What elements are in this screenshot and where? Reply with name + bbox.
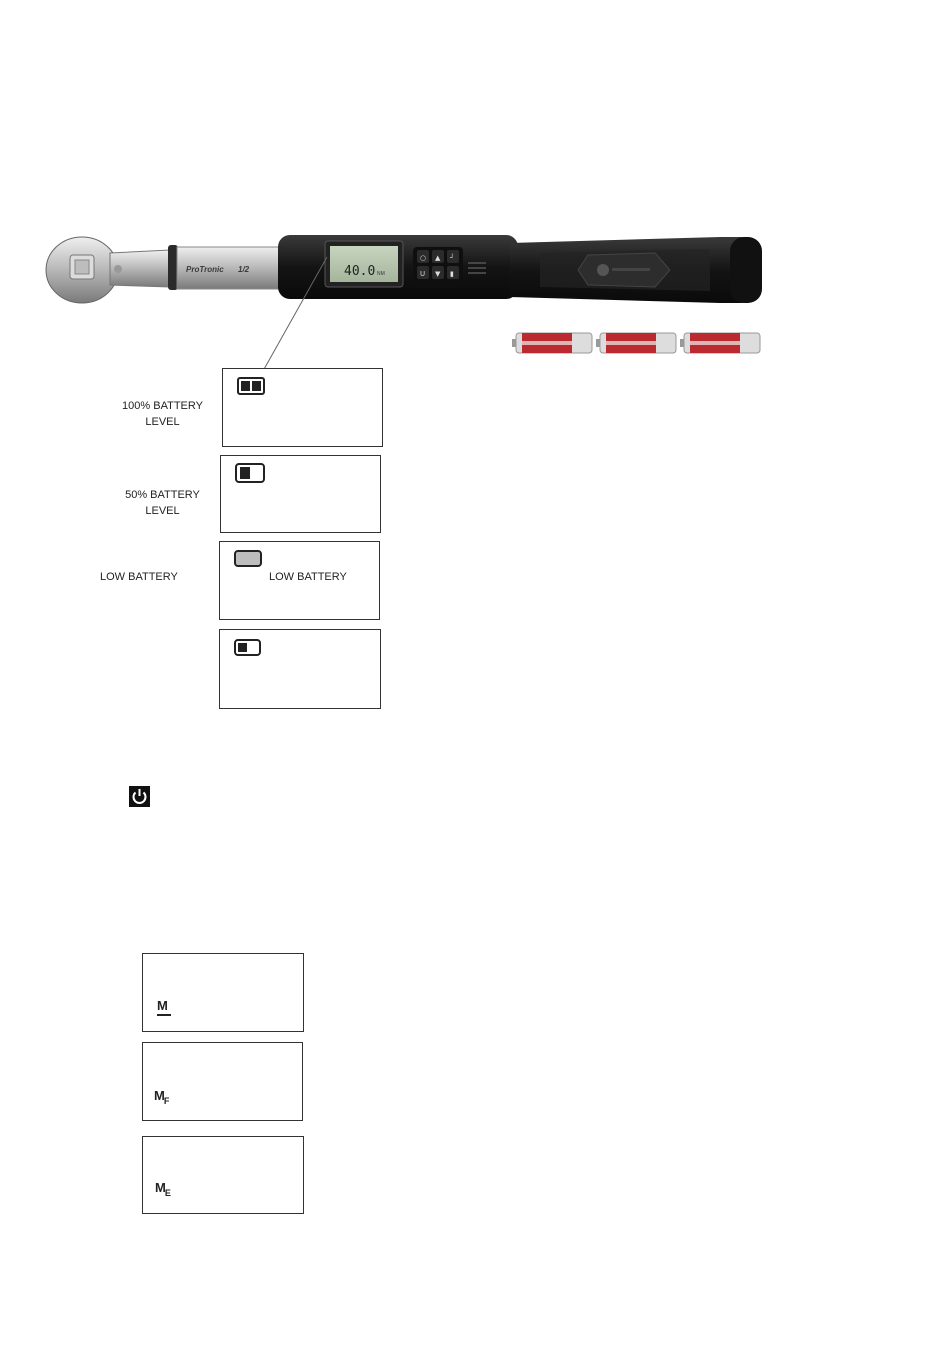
batteries-image bbox=[512, 330, 762, 356]
keypad bbox=[413, 247, 463, 287]
low-battery-caption: LOW BATTERY bbox=[100, 571, 178, 583]
aa-battery-3 bbox=[680, 333, 760, 353]
mode-m-icon: M bbox=[157, 998, 168, 1013]
battery-100-screen bbox=[222, 368, 383, 447]
svg-text:▼: ▼ bbox=[435, 270, 441, 278]
size-label: 1/2 bbox=[238, 265, 250, 274]
svg-text:▲: ▲ bbox=[435, 254, 441, 262]
mode-mf-icon: $M_F$ bbox=[154, 1088, 170, 1106]
aa-battery-2 bbox=[596, 333, 676, 353]
battery-flashing-screen bbox=[219, 629, 381, 709]
battery-100-caption: 100% BATTERY LEVEL bbox=[122, 400, 203, 428]
mode-m-underline bbox=[157, 1014, 171, 1016]
battery-50-caption: 50% BATTERY LEVEL bbox=[125, 489, 200, 517]
grip-handle bbox=[510, 237, 762, 303]
lcd-unit: NM bbox=[377, 271, 385, 277]
aa-battery-1 bbox=[512, 333, 592, 353]
battery-empty-icon bbox=[234, 550, 264, 568]
lcd-value: 40.0 bbox=[344, 264, 376, 279]
mode-mf-screen bbox=[142, 1042, 303, 1121]
low-battery-screen bbox=[219, 541, 380, 620]
brand-label: ProTronic bbox=[186, 265, 224, 274]
mode-me-screen bbox=[142, 1136, 304, 1214]
torque-wrench-image bbox=[40, 225, 770, 325]
callout-leader-line bbox=[255, 255, 335, 375]
battery-half-icon bbox=[235, 463, 267, 483]
svg-text:○: ○ bbox=[420, 254, 427, 262]
svg-text:▮: ▮ bbox=[450, 270, 454, 278]
battery-50-screen bbox=[220, 455, 381, 533]
ratchet-head bbox=[46, 237, 170, 303]
mode-m-screen bbox=[142, 953, 304, 1032]
battery-full-icon bbox=[237, 377, 267, 395]
low-battery-warning-text: LOW BATTERY bbox=[269, 571, 347, 583]
power-icon bbox=[129, 786, 150, 807]
battery-half-icon bbox=[234, 639, 264, 657]
mode-me-icon: $M_E$ bbox=[155, 1180, 171, 1198]
svg-text:U: U bbox=[420, 270, 426, 278]
svg-text:┘: ┘ bbox=[450, 254, 455, 262]
